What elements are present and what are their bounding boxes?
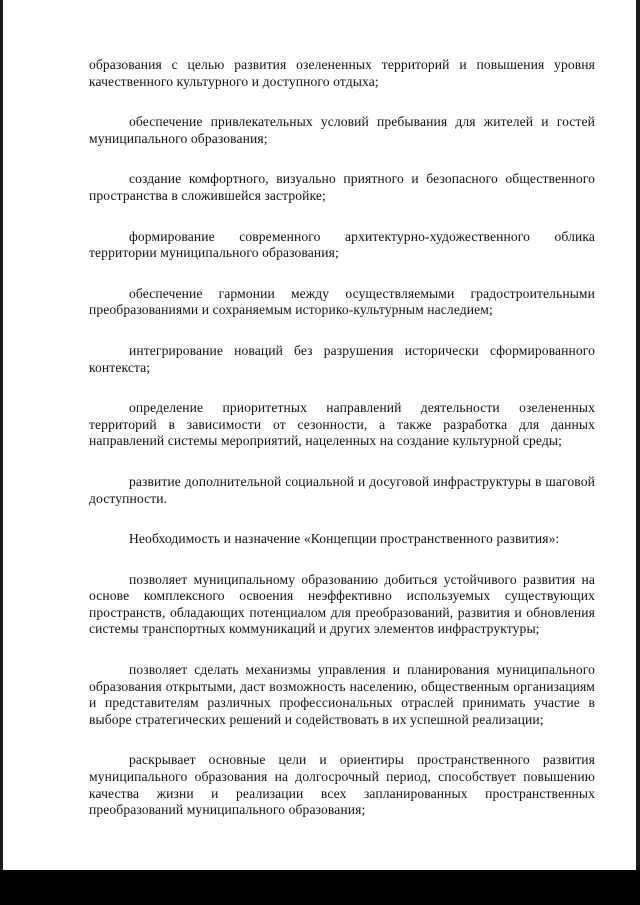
paragraph-11: позволяет сделать механизмы управления и планирования муниципального образования открытыми, даст возможность населению, общественным организациям и представителям различных профессиональных отраслей принимать участие в выборе стратегических решений и содействовать в их успешной реализации; <box>89 662 595 727</box>
scan-bottom-border <box>0 870 640 905</box>
paragraph-2: обеспечение привлекательных условий пребывания для жителей и гостей муниципального образования; <box>89 114 595 146</box>
paragraph-12: раскрывает основные цели и ориентиры пространственного развития муниципального образования на долгосрочный период, способствует повышению качества жизни и реализации всех запланированных пространственных преобразований муниципального образования; <box>89 752 595 818</box>
paragraph-7: определение приоритетных направлений деятельности озелененных территорий в зависимости от сезонности, а также разработка для данных направлений системы мероприятий, нацеленных на создание культурной среды; <box>89 400 595 449</box>
paragraph-4: формирование современного архитектурно-художественного облика территории муниципального образования; <box>89 228 595 261</box>
paragraph-5: обеспечение гармонии между осуществляемыми градостроительными преобразованиями и сохраняемым историко-культурным наследием; <box>89 285 595 318</box>
paragraph-1: образования с целью развития озелененных территорий и повышения уровня качественного культурного и доступного отдыха; <box>89 57 595 89</box>
paragraph-3: создание комфортного, визуально приятного и безопасного общественного пространства в сложившейся застройке; <box>89 171 595 203</box>
paragraph-10: позволяет муниципальному образованию добиться устойчивого развития на основе комплексного освоения неэффективно используемых существующих пространств, обладающих потенциалом для преобразований, развития и обновления системы транспортных коммуникаций и других элементов инфраструктуры; <box>89 571 595 637</box>
section-heading: Необходимость и назначение «Концепции пространственного развития»: <box>129 531 560 547</box>
paragraph-8: развитие дополнительной социальной и досуговой инфраструктуры в шаговой доступности. <box>89 473 595 506</box>
scan-edge-right <box>636 0 640 870</box>
paragraph-6: интегрирование новаций без разрушения исторически сформированного контекста; <box>89 342 595 375</box>
document-body <box>89 57 595 819</box>
scan-edge-left <box>0 0 3 870</box>
